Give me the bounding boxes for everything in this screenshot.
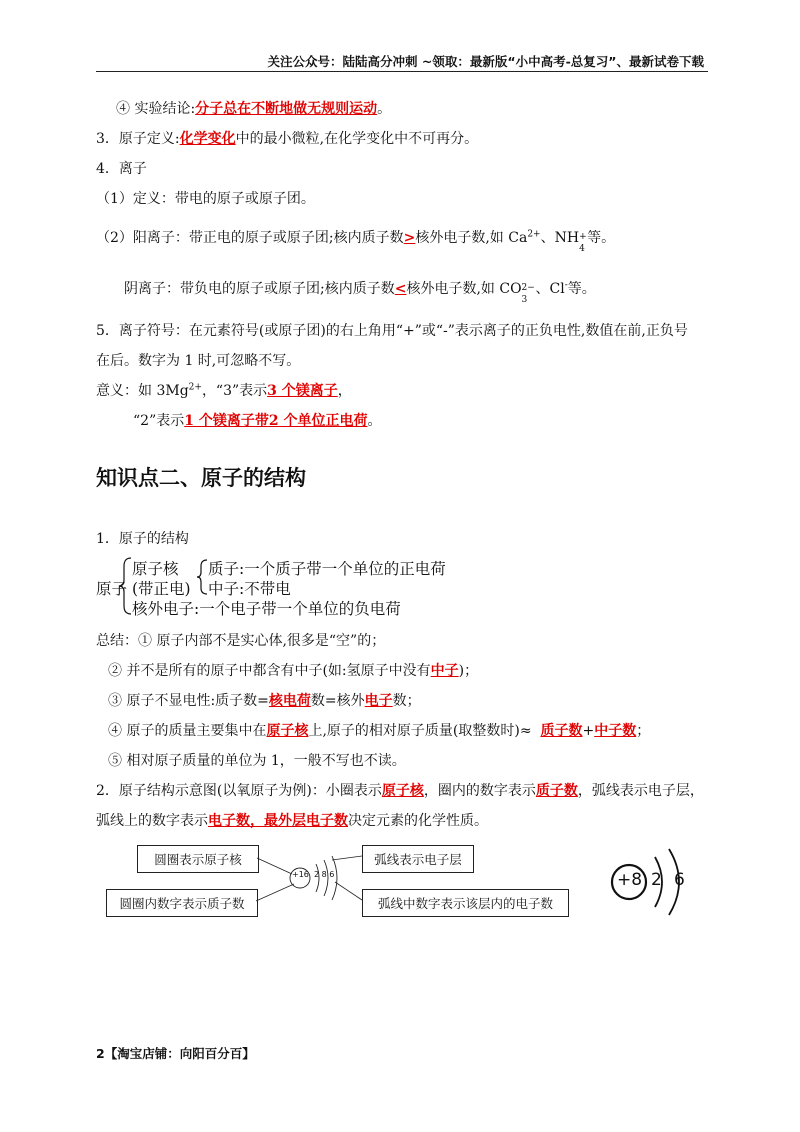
neutron-desc: 中子:不带电 [208,580,291,598]
ion-meaning-2: “2”表示1 个镁离子带2 个单位正电荷。 [133,413,382,429]
nucleus-charge-note: (带正电) [132,580,191,598]
label-box-shell: 弧线表示电子层 [362,845,474,873]
section-title: 知识点二、原子的结构 [96,466,306,490]
label-box-shell-electrons: 弧线中数字表示该层内的电子数 [362,889,569,917]
structure-heading: 1．原子的结构 [96,531,189,547]
ion-meaning-3: 意义：如 $3Mg^{2+}$，“3”表示3 个镁离子， [96,382,352,399]
label-box-nucleus: 圆圈表示原子核 [137,845,259,873]
diagram-desc-2: 弧线上的数字表示电子数，最外层电子数决定元素的化学性质。 [96,813,488,829]
electron-desc: 核外电子:一个电子带一个单位的负电荷 [132,600,401,618]
oxygen-nucleus-charge: +8 [617,870,643,890]
nucleus-label: 原子核 [132,560,179,578]
diagram-desc-1: 2．原子结构示意图(以氧原子为例)：小圈表示原子核，圈内的数字表示质子数，弧线表示电子层， [96,783,704,799]
summary-4: ④ 原子的质量主要集中在原子核上,原子的相对原子质量(取整数时)≈ 质子数+中子数； [108,723,651,739]
small-shell-numbers: 2 8 6 [314,870,335,879]
label-box-proton-count: 圆圈内数字表示质子数 [106,889,258,917]
small-nucleus-number: +16 [292,870,309,879]
summary-5: ⑤ 相对原子质量的单位为 1，一般不写也不读。 [108,753,406,769]
proton-desc: 质子:一个质子带一个单位的正电荷 [208,560,446,578]
ion-heading: 4．离子 [96,161,147,177]
experiment-conclusion: ④ 实验结论:分子总在不断地做无规则运动。 [116,101,392,117]
small-atom-diagram [250,840,370,920]
atom-definition: 3．原子定义:化学变化中的最小微粒,在化学变化中不可再分。 [96,131,479,147]
ion-symbol-rule-cont: 在后。数字为 1 时,可忽略不写。 [96,353,301,369]
summary-2: ② 并不是所有的原子中都含有中子(如:氢原子中没有中子)； [108,663,479,679]
summary-1: 总结：① 原子内部不是实心体,很多是“空”的； [96,633,386,649]
summary-3: ③ 原子不显电性:质子数=核电荷数=核外电子数； [108,693,421,709]
oxygen-shell-1-count: 2 [651,870,662,890]
oxygen-shell-2-count: 6 [674,870,685,890]
ion-definition: （1）定义：带电的原子或原子团。 [96,191,315,207]
page-footer: 2【淘宝店铺：向阳百分百】 [96,1046,255,1061]
cation-definition: （2）阳离子：带正电的原子或原子团;核内质子数>核外电子数,如 $Ca^{2+}$、NH + 4 等。 [96,229,616,254]
atom-label: 原子 [96,580,128,598]
page-header: 关注公众号：陆陆高分冲刺 ~领取：最新版“小中高考-总复习”、最新试卷下载 [267,54,704,69]
anion-definition: 阴离子：带负电的原子或原子团;核内质子数<核外电子数,如 CO 2− 3 、Cl-等。 [124,280,596,305]
header-divider [96,71,708,72]
ion-symbol-rule: 5．离子符号：在元素符号(或原子团)的右上角用“+”或“-”表示离子的正负电性,数值在前,正负号 [96,323,688,339]
